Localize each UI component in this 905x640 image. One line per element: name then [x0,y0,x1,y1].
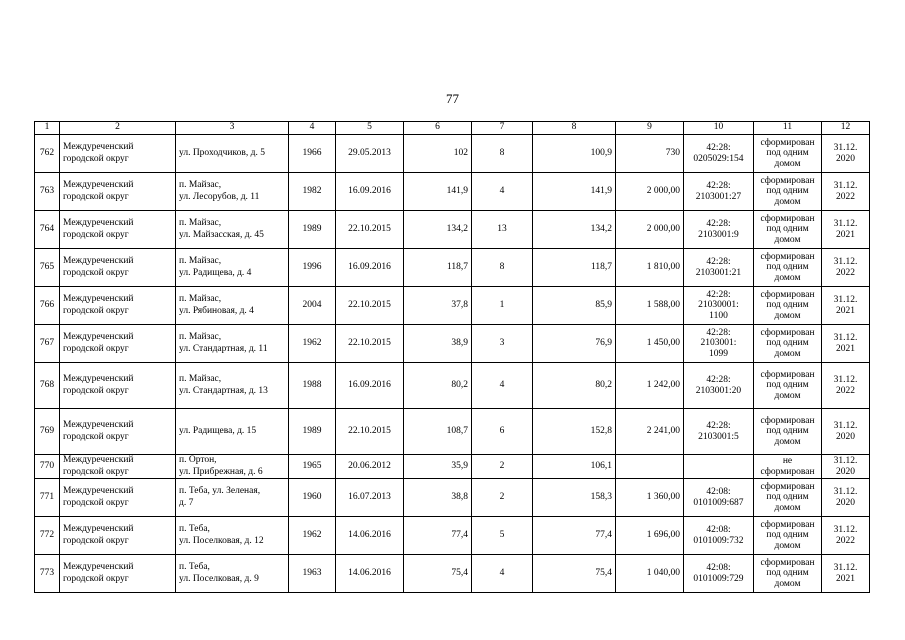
column-number: 11 [754,122,822,135]
address: п. Майзас, ул. Стандартная, д. 13 [176,363,289,409]
cadastral-number: 42:08: 0101009:687 [684,479,754,517]
row-number: 762 [35,135,60,173]
area-total: 118,7 [533,249,616,287]
column-number: 3 [176,122,289,135]
area-living: 38,9 [404,325,472,363]
date: 14.06.2016 [336,517,404,555]
residents: 6 [472,409,533,455]
row-number: 768 [35,363,60,409]
date: 22.10.2015 [336,325,404,363]
column-number-row [35,122,870,135]
deadline: 31.12. 2022 [822,363,870,409]
municipality: Междуреченский городской округ [60,135,176,173]
area-total: 134,2 [533,211,616,249]
deadline: 31.12. 2020 [822,409,870,455]
amount: 1 810,00 [616,249,684,287]
row-number: 765 [35,249,60,287]
area-total: 106,1 [533,455,616,479]
cadastral-number: 42:28: 2103001:20 [684,363,754,409]
date: 22.10.2015 [336,211,404,249]
table-row [35,479,870,517]
table-row [35,135,870,173]
year-built: 1982 [289,173,336,211]
year-built: 1988 [289,363,336,409]
table-row [35,249,870,287]
row-number: 769 [35,409,60,455]
registry-table [34,121,870,593]
row-number: 767 [35,325,60,363]
table-row [35,455,870,479]
municipality: Междуреченский городской округ [60,211,176,249]
cadastral-number: 42:28: 2103001:27 [684,173,754,211]
residents: 4 [472,555,533,593]
column-number: 2 [60,122,176,135]
table-row [35,173,870,211]
year-built: 1966 [289,135,336,173]
deadline: 31.12. 2022 [822,173,870,211]
address: ул. Проходчиков, д. 5 [176,135,289,173]
row-number: 764 [35,211,60,249]
cadastral-number: 42:28: 2103001:5 [684,409,754,455]
column-number: 4 [289,122,336,135]
column-number: 6 [404,122,472,135]
land-status: сформирован под одним домом [754,211,822,249]
deadline: 31.12. 2022 [822,517,870,555]
area-total: 85,9 [533,287,616,325]
date: 16.09.2016 [336,173,404,211]
area-living: 118,7 [404,249,472,287]
date: 22.10.2015 [336,409,404,455]
area-total: 158,3 [533,479,616,517]
land-status: не сформирован [754,455,822,479]
municipality: Междуреченский городской округ [60,479,176,517]
table-row [35,211,870,249]
address: п. Майзас, ул. Рябиновая, д. 4 [176,287,289,325]
residents: 1 [472,287,533,325]
deadline: 31.12. 2020 [822,455,870,479]
municipality: Междуреченский городской округ [60,325,176,363]
address: п. Майзас, ул. Лесорубов, д. 11 [176,173,289,211]
address: п. Теба, ул. Поселковая, д. 12 [176,517,289,555]
column-number: 7 [472,122,533,135]
cadastral-number [684,455,754,479]
amount: 1 360,00 [616,479,684,517]
area-living: 37,8 [404,287,472,325]
year-built: 1989 [289,409,336,455]
date: 20.06.2012 [336,455,404,479]
table-row [35,409,870,455]
amount: 1 696,00 [616,517,684,555]
table-row [35,517,870,555]
land-status: сформирован под одним домом [754,135,822,173]
land-status: сформирован под одним домом [754,479,822,517]
deadline: 31.12. 2021 [822,555,870,593]
area-total: 80,2 [533,363,616,409]
municipality: Междуреченский городской округ [60,409,176,455]
land-status: сформирован под одним домом [754,555,822,593]
year-built: 1989 [289,211,336,249]
table-row [35,325,870,363]
land-status: сформирован под одним домом [754,409,822,455]
deadline: 31.12. 2020 [822,135,870,173]
cadastral-number: 42:08: 0101009:729 [684,555,754,593]
column-number: 9 [616,122,684,135]
municipality: Междуреченский городской округ [60,555,176,593]
table-row [35,555,870,593]
year-built: 1962 [289,517,336,555]
year-built: 1963 [289,555,336,593]
cadastral-number: 42:28: 0205029:154 [684,135,754,173]
row-number: 772 [35,517,60,555]
area-living: 35,9 [404,455,472,479]
amount: 1 242,00 [616,363,684,409]
municipality: Междуреченский городской округ [60,173,176,211]
residents: 4 [472,173,533,211]
year-built: 2004 [289,287,336,325]
address: п. Майзас, ул. Майзасская, д. 45 [176,211,289,249]
amount: 730 [616,135,684,173]
deadline: 31.12. 2021 [822,325,870,363]
column-number: 8 [533,122,616,135]
land-status: сформирован под одним домом [754,249,822,287]
deadline: 31.12. 2021 [822,287,870,325]
amount: 1 040,00 [616,555,684,593]
land-status: сформирован под одним домом [754,173,822,211]
column-number: 5 [336,122,404,135]
address: п. Майзас, ул. Стандартная, д. 11 [176,325,289,363]
land-status: сформирован под одним домом [754,363,822,409]
area-total: 75,4 [533,555,616,593]
page-number: 77 [446,91,459,106]
cadastral-number: 42:28: 2103001:21 [684,249,754,287]
cadastral-number: 42:28: 2103001:9 [684,211,754,249]
amount: 1 588,00 [616,287,684,325]
residents: 5 [472,517,533,555]
row-number: 763 [35,173,60,211]
deadline: 31.12. 2020 [822,479,870,517]
municipality: Междуреченский городской округ [60,517,176,555]
deadline: 31.12. 2021 [822,211,870,249]
residents: 8 [472,135,533,173]
residents: 8 [472,249,533,287]
cadastral-number: 42:28: 2103001: 1099 [684,325,754,363]
residents: 2 [472,479,533,517]
area-total: 141,9 [533,173,616,211]
cadastral-number: 42:08: 0101009:732 [684,517,754,555]
residents: 3 [472,325,533,363]
deadline: 31.12. 2022 [822,249,870,287]
table-row [35,363,870,409]
column-number: 1 [35,122,60,135]
area-living: 80,2 [404,363,472,409]
date: 16.07.2013 [336,479,404,517]
amount: 2 000,00 [616,173,684,211]
area-living: 75,4 [404,555,472,593]
land-status: сформирован под одним домом [754,287,822,325]
area-total: 100,9 [533,135,616,173]
year-built: 1996 [289,249,336,287]
address: п. Ортон, ул. Прибрежная, д. 6 [176,455,289,479]
address: п. Теба, ул. Зеленая, д. 7 [176,479,289,517]
area-total: 76,9 [533,325,616,363]
municipality: Междуреченский городской округ [60,249,176,287]
municipality: Междуреченский городской округ [60,363,176,409]
row-number: 771 [35,479,60,517]
area-living: 102 [404,135,472,173]
row-number: 773 [35,555,60,593]
amount: 2 000,00 [616,211,684,249]
amount: 2 241,00 [616,409,684,455]
area-total: 77,4 [533,517,616,555]
column-number: 12 [822,122,870,135]
area-living: 141,9 [404,173,472,211]
residents: 4 [472,363,533,409]
year-built: 1962 [289,325,336,363]
cadastral-number: 42:28: 21030001: 1100 [684,287,754,325]
residents: 13 [472,211,533,249]
date: 16.09.2016 [336,363,404,409]
municipality: Междуреченский городской округ [60,287,176,325]
amount [616,455,684,479]
date: 29.05.2013 [336,135,404,173]
area-living: 77,4 [404,517,472,555]
address: п. Теба, ул. Поселковая, д. 9 [176,555,289,593]
table-row [35,287,870,325]
column-number: 10 [684,122,754,135]
area-living: 134,2 [404,211,472,249]
municipality: Междуреченский городской округ [60,455,176,479]
year-built: 1965 [289,455,336,479]
row-number: 770 [35,455,60,479]
area-total: 152,8 [533,409,616,455]
area-living: 108,7 [404,409,472,455]
land-status: сформирован под одним домом [754,325,822,363]
date: 22.10.2015 [336,287,404,325]
land-status: сформирован под одним домом [754,517,822,555]
residents: 2 [472,455,533,479]
date: 14.06.2016 [336,555,404,593]
address: ул. Радищева, д. 15 [176,409,289,455]
year-built: 1960 [289,479,336,517]
date: 16.09.2016 [336,249,404,287]
area-living: 38,8 [404,479,472,517]
address: п. Майзас, ул. Радищева, д. 4 [176,249,289,287]
row-number: 766 [35,287,60,325]
amount: 1 450,00 [616,325,684,363]
